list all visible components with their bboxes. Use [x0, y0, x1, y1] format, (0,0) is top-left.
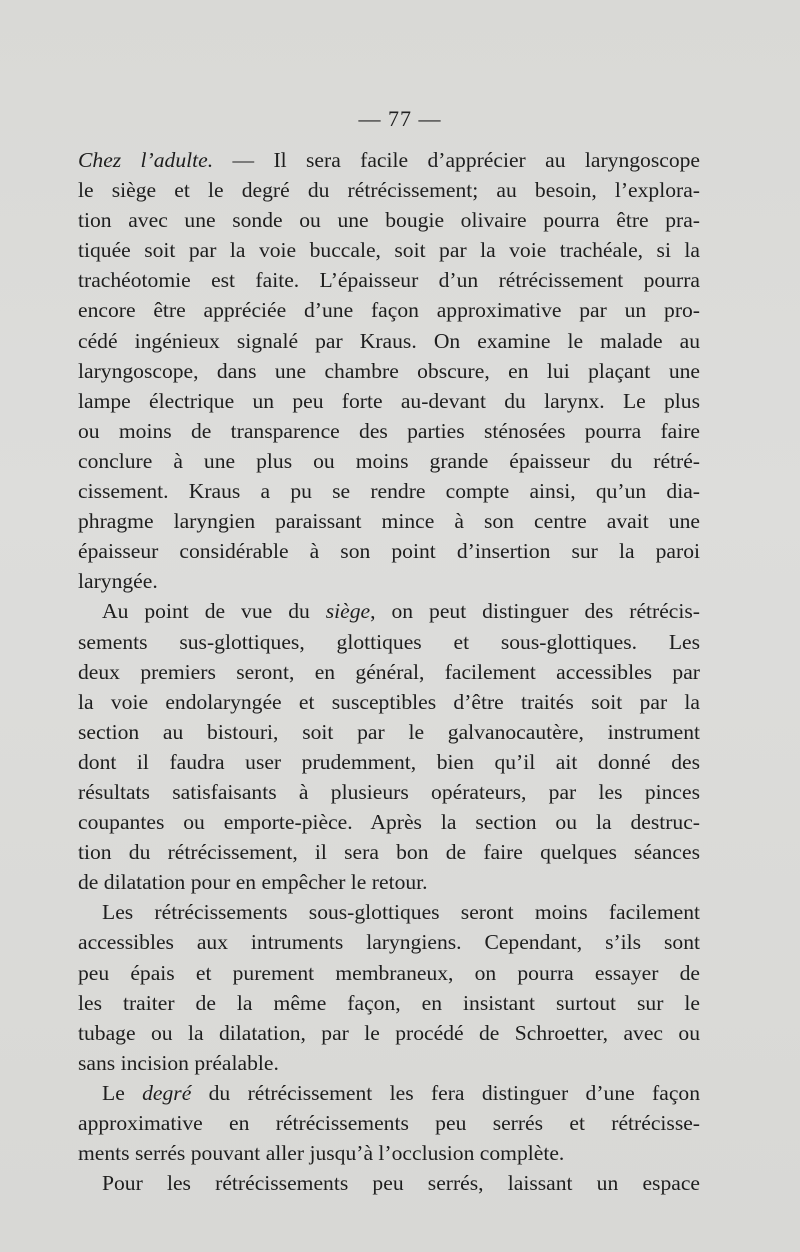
text-line	[78, 807, 700, 837]
text-line	[78, 596, 700, 626]
text-run: de dilatation pour en empêcher le retour.	[78, 870, 428, 895]
text-run: — Il sera facile d’apprécier au laryngoscope	[213, 148, 700, 172]
text-line	[78, 867, 700, 897]
text-run: approximative en rétrécissements peu serrés et rétrécisse-	[78, 1111, 700, 1135]
text-run: conclure à une plus ou moins grande épaisseur du rétré-	[78, 448, 700, 473]
paragraph	[78, 1168, 700, 1198]
text-run: cissement. Kraus a pu se rendre compte ainsi, qu’un dia-	[78, 479, 700, 504]
paragraph	[78, 1078, 700, 1168]
text-line	[78, 897, 700, 927]
text-line	[78, 717, 700, 747]
text-run: accessibles aux intruments laryngiens. Cependant, s’ils sont	[78, 930, 700, 955]
text-run: encore être appréciée d’une façon approximative par un pro-	[78, 298, 700, 323]
text-line	[78, 837, 700, 867]
body-text	[78, 145, 700, 1198]
text-run: Pour les rétrécissements peu serrés, laissant un espace	[102, 1171, 700, 1196]
text-line	[78, 566, 700, 596]
text-run: tion avec une sonde ou une bougie olivaire pourra être pra-	[78, 208, 700, 233]
italic-run: siège	[325, 599, 371, 624]
text-line	[78, 1138, 700, 1168]
text-line	[78, 1168, 700, 1198]
text-line	[78, 506, 700, 536]
text-run: épaisseur considérable à son point d’insertion sur la paroi	[78, 539, 700, 564]
text-run: ments serrés pouvant aller jusqu’à l’occlusion complète.	[78, 1141, 565, 1166]
text-run: lampe électrique un peu forte au-devant du larynx. Le plus	[78, 388, 700, 413]
text-line	[78, 476, 700, 506]
text-run: tubage ou la dilatation, par le procédé de Schroetter, avec ou	[78, 1020, 700, 1045]
text-run: le siège et le degré du rétrécissement; au besoin, l’explora-	[78, 178, 700, 203]
text-run: section au bistouri, soit par le galvanocautère, instrument	[78, 719, 700, 744]
text-run: sans incision préalable.	[78, 1050, 279, 1075]
text-run: tion du rétrécissement, il sera bon de faire quelques séances	[78, 840, 700, 865]
text-line	[78, 988, 700, 1018]
text-run: deux premiers seront, en général, facilement accessibles par	[78, 659, 700, 684]
paragraph	[78, 897, 700, 1078]
text-run: laryngée.	[78, 569, 158, 594]
text-run: ou moins de transparence des parties sténosées pourra faire	[78, 418, 700, 443]
text-line	[78, 265, 700, 295]
text-run: trachéotomie est faite. L’épaisseur d’un rétrécissement pourra	[78, 268, 700, 293]
text-line	[78, 657, 700, 687]
text-run: les traiter de la même façon, en insistant surtout sur le	[78, 990, 700, 1015]
text-run: phragme laryngien paraissant mince à son centre avait une	[78, 509, 700, 534]
text-line	[78, 446, 700, 476]
text-line	[78, 386, 700, 416]
text-line	[78, 777, 700, 807]
text-run: tiquée soit par la voie buccale, soit par la voie trachéale, si la	[78, 238, 700, 263]
text-run: Les rétrécissements sous-glottiques seront moins facilement	[102, 900, 700, 925]
text-run: du rétrécissement les fera distinguer d’une façon	[191, 1080, 700, 1105]
text-run: laryngoscope, dans une chambre obscure, en lui plaçant une	[78, 358, 700, 383]
text-line	[78, 205, 700, 235]
text-line	[78, 326, 700, 356]
text-line	[78, 687, 700, 717]
text-line	[78, 235, 700, 265]
page-number: — 77 —	[358, 106, 442, 131]
text-run: dont il faudra user prudemment, bien qu’il ait donné des	[78, 749, 700, 774]
text-line	[78, 1018, 700, 1048]
italic-run: Chez l’adulte.	[78, 148, 214, 172]
text-line	[78, 145, 700, 175]
text-run: , on peut distinguer des rétrécis-	[370, 599, 700, 624]
text-line	[78, 927, 700, 957]
italic-run: degré	[142, 1080, 192, 1105]
text-run: résultats satisfaisants à plusieurs opérateurs, par les pinces	[78, 779, 700, 804]
text-line	[78, 1078, 700, 1108]
paragraph	[78, 596, 700, 897]
text-run: Le	[102, 1080, 143, 1105]
text-run: cédé ingénieux signalé par Kraus. On examine le malade au	[78, 328, 700, 353]
text-line	[78, 958, 700, 988]
text-run: sements sus-glottiques, glottiques et sous-glottiques. Les	[78, 629, 700, 654]
text-line	[78, 356, 700, 386]
text-run: coupantes ou emporte-pièce. Après la section ou la destruc-	[78, 810, 700, 835]
text-line	[78, 1108, 700, 1138]
text-run: Au point de vue du	[102, 599, 326, 624]
text-line	[78, 416, 700, 446]
text-line	[78, 627, 700, 657]
text-line	[78, 295, 700, 325]
text-line	[78, 1048, 700, 1078]
text-line	[78, 536, 700, 566]
text-run: peu épais et purement membraneux, on pourra essayer de	[78, 960, 700, 985]
text-line	[78, 747, 700, 777]
text-line	[78, 175, 700, 205]
text-run: la voie endolaryngée et susceptibles d’être traités soit par la	[78, 689, 700, 714]
paragraph	[78, 145, 700, 596]
